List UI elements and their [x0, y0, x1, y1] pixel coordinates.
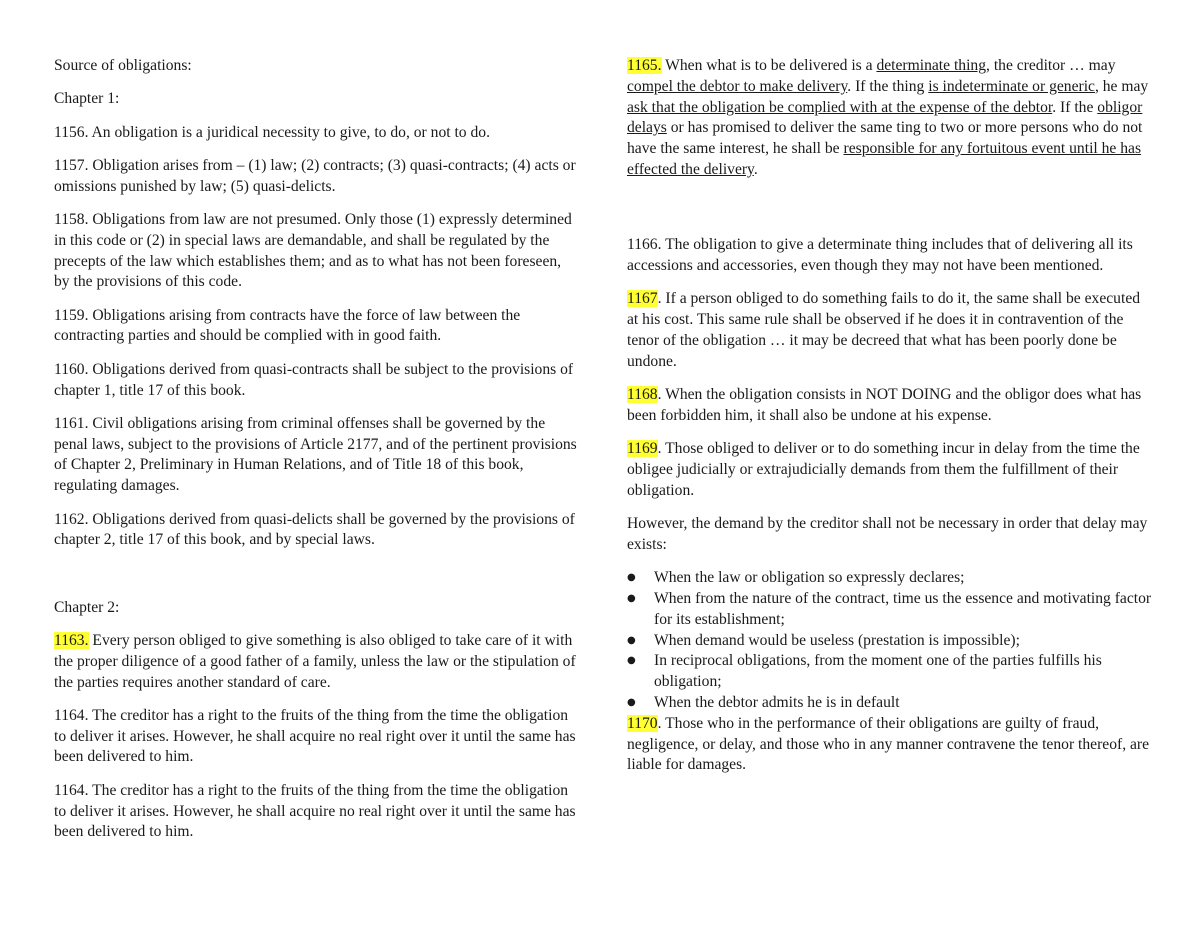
underlined-phrase: is indeterminate or generic: [928, 77, 1095, 95]
article-1158: 1158. Obligations from law are not presumed. Only those (1) expressly determined in this code or (2) in special laws are demandable, and shall be regulated by the precepts of the law which establishes them; and as to what has not been foreseen, by the provisions of this code.: [54, 210, 572, 291]
article-1169: [627, 439, 1152, 501]
delay-exceptions-intro: However, the demand by the creditor shall not be necessary in order that delay may exists:: [627, 515, 1148, 553]
article-1168: [627, 385, 1152, 427]
article-text: Every person obliged to give something is also obliged to take care of it with the proper diligence of a good father of a family, unless the law or the stipulation of the parties requires another standard of care.: [54, 631, 576, 691]
underlined-phrase: responsible for any fortuitous event until he has effected the delivery: [627, 140, 1142, 178]
article-text: , he may: [1094, 77, 1149, 95]
list-item: ● When from the nature of the contract, time us the essence and motivating factor for its establishment;: [627, 589, 1152, 631]
left-column: [54, 56, 579, 856]
highlighted-article-number: 1170: [627, 714, 658, 732]
article-1167: [627, 289, 1152, 372]
underlined-phrase: obligor delays: [627, 98, 1143, 137]
underlined-phrase: determinate thing: [876, 57, 987, 74]
underlined-phrase: compel the debtor to make delivery: [627, 77, 848, 95]
highlighted-article-number: 1165.: [627, 57, 662, 74]
article-1160: 1160. Obligations derived from quasi-contracts shall be subject to the provisions of chapter 1, title 17 of this book.: [54, 360, 574, 399]
highlighted-article-number: 1167: [627, 290, 658, 308]
chapter-2-heading: Chapter 2:: [54, 598, 120, 616]
article-text: . If the: [1052, 98, 1098, 116]
delay-exceptions-list: [627, 568, 1152, 714]
spacer: [54, 564, 579, 598]
list-item: ● When demand would be useless (prestation is impossible);: [627, 631, 1152, 652]
article-1161: 1161. Civil obligations arising from criminal offenses shall be governed by the penal laws, subject to the provisions of Article 2177, and of the pertinent provisions of Chapter 2, Preliminary in Human Relations, and of Title 18 of this book, regulating damages.: [54, 414, 577, 495]
article-text: When what is to be delivered is a: [661, 57, 877, 74]
article-text: . Those who in the performance of their obligations are guilty of fraud, negligence, or delay, and those who in any manner contravene the tenor thereof, are liable for damages.: [627, 714, 1150, 774]
article-1164-duplicate: 1164. The creditor has a right to the fruits of the thing from the time the obligation to deliver it arises. However, he shall acquire no real right over it until the same has been delivered to him.: [54, 781, 576, 841]
spacer: [627, 193, 1152, 235]
article-text: .: [753, 160, 758, 178]
list-item: ● In reciprocal obligations, from the moment one of the parties fulfills his obligation;: [627, 651, 1152, 693]
article-text: . If a person obliged to do something fails to do it, the same shall be executed at his cost. This same rule shall be observed if he does it in contravention of the tenor of the obligation … it may be decreed that what has been poorly done be undone.: [627, 290, 1141, 370]
article-text: or has promised to deliver the same ting to two or more persons who do not have the same interest, he shall be: [627, 119, 1143, 158]
underlined-phrase: ask that the obligation be complied with at the expense of the debtor: [627, 98, 1053, 116]
document-title: Source of obligations:: [54, 57, 192, 74]
list-item: ● When the debtor admits he is in default: [627, 693, 1152, 714]
chapter-1-heading: Chapter 1:: [54, 90, 120, 108]
highlighted-article-number: 1169: [627, 440, 658, 458]
article-1162: 1162. Obligations derived from quasi-delicts shall be governed by the provisions of chapter 2, title 17 of this book, and by special laws.: [54, 510, 575, 549]
article-1170: [627, 714, 1152, 776]
article-text: . When the obligation consists in NOT DOING and the obligor does what has been forbidden him, it shall also be undone at his expense.: [627, 386, 1142, 424]
highlighted-article-number: 1163.: [54, 631, 89, 649]
list-item: ● When the law or obligation so expressly declares;: [627, 568, 1152, 589]
highlighted-article-number: 1168: [627, 386, 658, 404]
article-text: . Those obliged to deliver or to do something incur in delay from the time the obligee judicially or extrajudicially demands from them the fulfillment of their obligation.: [627, 440, 1140, 499]
article-1163: [54, 631, 579, 693]
article-1165: [627, 56, 1152, 181]
article-1159: 1159. Obligations arising from contracts have the force of law between the contracting parties and should be complied with in good faith.: [54, 306, 521, 345]
article-1166: 1166. The obligation to give a determinate thing includes that of delivering all its accessions and accessories, even though they may not have been mentioned.: [627, 236, 1133, 275]
article-1164: 1164. The creditor has a right to the fruits of the thing from the time the obligation to deliver it arises. However, he shall acquire no real right over it until the same has been delivered to him.: [54, 706, 576, 766]
right-column: [627, 56, 1152, 789]
article-1156: 1156. An obligation is a juridical necessity to give, to do, or not to do.: [54, 123, 490, 141]
article-text: . If the thing: [847, 77, 929, 95]
article-1157: 1157. Obligation arises from – (1) law; (2) contracts; (3) quasi-contracts; (4) acts or omissions punished by law; (5) quasi-delicts.: [54, 156, 576, 195]
article-text: , the creditor … may: [986, 57, 1116, 74]
